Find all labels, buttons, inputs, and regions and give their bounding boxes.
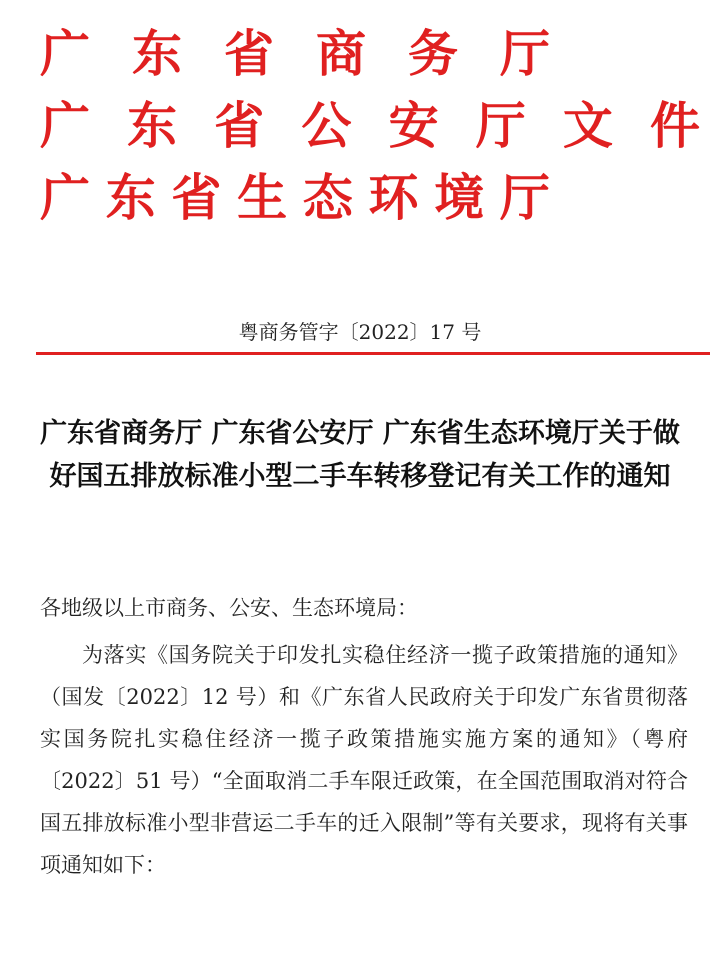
header-char: 省 [214, 97, 265, 155]
header-char: 广 [40, 25, 90, 83]
header-char: 东 [105, 169, 156, 227]
header-char: 安 [388, 97, 439, 155]
header-char: 省 [224, 25, 274, 83]
header-char: 文 [562, 97, 613, 155]
header-char: 件 [649, 97, 700, 155]
issuing-agencies-header [40, 18, 700, 234]
document-number: 粤商务管字〔2022〕17 号 [238, 320, 482, 344]
header-line-1 [40, 18, 550, 90]
red-divider [36, 352, 710, 355]
header-char: 环 [368, 169, 419, 227]
header-char: 东 [127, 97, 178, 155]
body-paragraph: 为落实《国务院关于印发扎实稳住经济一揽子政策措施的通知》（国发〔2022〕12 号）和《广东省人民政府关于印发广东省贯彻落实国务院扎实稳住经济一揽子政策措施实施方案的通知》（粤府〔2022〕51 号）“全面取消二手车限迁政策，在全国范围取消对符合国五排放标准小型非营运二手车的迁入限制”等有关要求，现将有关事项通知如下： [40, 643, 688, 877]
header-char: 厅 [500, 25, 550, 83]
header-char: 生 [237, 169, 288, 227]
header-char: 厅 [499, 169, 550, 227]
header-line-2 [40, 90, 700, 162]
header-char: 商 [316, 25, 366, 83]
header-char: 务 [408, 25, 458, 83]
header-char: 态 [302, 169, 353, 227]
header-char: 广 [40, 169, 90, 227]
header-char: 广 [40, 97, 90, 155]
header-char: 厅 [475, 97, 526, 155]
header-char: 境 [434, 169, 485, 227]
header-char: 公 [301, 97, 352, 155]
header-char: 省 [171, 169, 222, 227]
header-char: 东 [132, 25, 182, 83]
header-line-3 [40, 162, 550, 234]
salutation: 各地级以上市商务、公安、生态环境局： [40, 596, 418, 620]
document-title: 广东省商务厅 广东省公安厅 广东省生态环境厅关于做好国五排放标准小型二手车转移登记有关工作的通知 [40, 418, 680, 492]
